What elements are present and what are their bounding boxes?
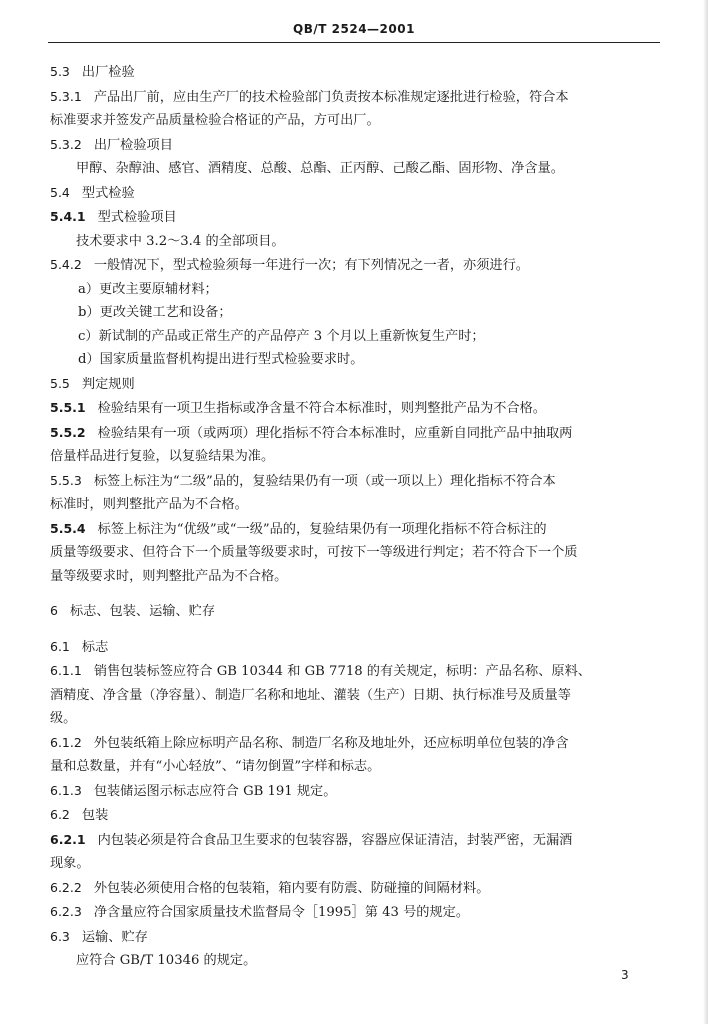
paragraph-line: 5.3.1 产品出厂前，应由生产厂的技术检验部门负责按本标准规定逐批进行检验，符合本 — [50, 88, 569, 105]
list-item: d）国家质量监督机构提出进行型式检验要求时。 — [78, 352, 364, 367]
paragraph-line: 现象。 — [50, 856, 90, 871]
section-heading: 5.3.2 出厂检验项目 — [50, 136, 173, 153]
paragraph-line: 6.2.3 净含量应符合国家质量技术监督局令［1995］第 43 号的规定。 — [50, 904, 470, 920]
document-header — [48, 22, 660, 36]
paragraph-line: 6.1.2 外包装纸箱上除应标明产品名称、制造厂名称及地址外，还应标明单位包装的净含 — [50, 734, 569, 751]
section-heading: 5.4 型式检验 — [50, 184, 135, 201]
paragraph-line: 应符合 GB/T 10346 的规定。 — [76, 953, 257, 968]
list-item: c）新试制的产品或正常生产的产品停产 3 个月以上重新恢复生产时； — [78, 328, 485, 344]
chapter-heading: 6 标志、包装、运输、贮存 — [50, 603, 216, 619]
paragraph-line: 6.2.1 内包装必须是符合食品卫生要求的包装容器，容器应保证清洁，封装严密，无漏酒 — [50, 831, 573, 848]
paragraph-line: 酒精度、净含量（净容量）、制造厂名称和地址、灌装（生产）日期、执行标准号及质量等 — [50, 687, 571, 703]
paragraph-line: 标准时，则判整批产品为不合格。 — [50, 497, 248, 512]
scan-edge-shadow — [703, 0, 708, 1024]
paragraph-line: 量等级要求时，则判整批产品为不合格。 — [50, 568, 288, 584]
section-heading: 5.5 判定规则 — [50, 375, 135, 392]
section-heading: 6.2 包装 — [50, 807, 109, 823]
standard-code: QB/T 2524—2001 — [293, 22, 415, 36]
paragraph-line: 6.1.1 销售包装标签应符合 GB 10344 和 GB 7718 的有关规定，标明：产品名称、原料、 — [50, 663, 591, 679]
paragraph-line: 5.5.2 检验结果有一项（或两项）理化指标不符合本标准时，应重新自同批产品中抽取两 — [50, 424, 573, 441]
paragraph-line: 甲醇、杂醇油、感官、酒精度、总酸、总酯、正丙醇、己酸乙酯、固形物、净含量。 — [76, 161, 564, 176]
section-heading: 6.3 运输、贮存 — [50, 928, 148, 945]
document-body — [50, 60, 642, 973]
paragraph-line: 量和总数量，并有“小心轻放”、“请勿倒置”字样和标志。 — [50, 759, 381, 774]
list-item: a）更改主要原辅材料； — [78, 281, 218, 297]
list-item: b）更改关键工艺和设备； — [78, 305, 232, 320]
paragraph-line: 级。 — [50, 711, 77, 726]
paragraph-line: 5.5.1 检验结果有一项卫生指标或净含量不符合本标准时，则判整批产品为不合格。 — [50, 400, 546, 416]
paragraph-line: 标准要求并签发产品质量检验合格证的产品，方可出厂。 — [50, 113, 380, 128]
paragraph-line: 倍量样品进行复验，以复验结果为准。 — [50, 449, 275, 464]
paragraph-line: 6.1.3 包装储运图示标志应符合 GB 191 规定。 — [50, 782, 337, 799]
paragraph-line: 5.4.2 一般情况下，型式检验须每一年进行一次；有下列情况之一者，亦须进行。 — [50, 257, 529, 273]
header-rule — [48, 42, 660, 43]
section-heading: 5.3 出厂检验 — [50, 64, 135, 80]
page-number: 3 — [621, 968, 629, 982]
paragraph-line: 6.2.2 外包装必须使用合格的包装箱，箱内要有防震、防碰撞的间隔材料。 — [50, 879, 490, 896]
section-heading: 6.1 标志 — [50, 638, 109, 655]
paragraph-line: 技术要求中 3.2～3.4 的全部项目。 — [76, 233, 285, 249]
paragraph-line: 5.5.3 标签上标注为“二级”品的，复验结果仍有一项（或一项以上）理化指标不符合本 — [50, 472, 556, 489]
paragraph-line: 5.5.4 标签上标注为“优级”或“一级”品的，复验结果仍有一项理化指标不符合标注的 — [50, 520, 547, 537]
section-heading: 5.4.1 型式检验项目 — [50, 209, 177, 225]
paragraph-line: 质量等级要求、但符合下一个质量等级要求时，可按下一等级进行判定；若不符合下一个质 — [50, 545, 578, 560]
